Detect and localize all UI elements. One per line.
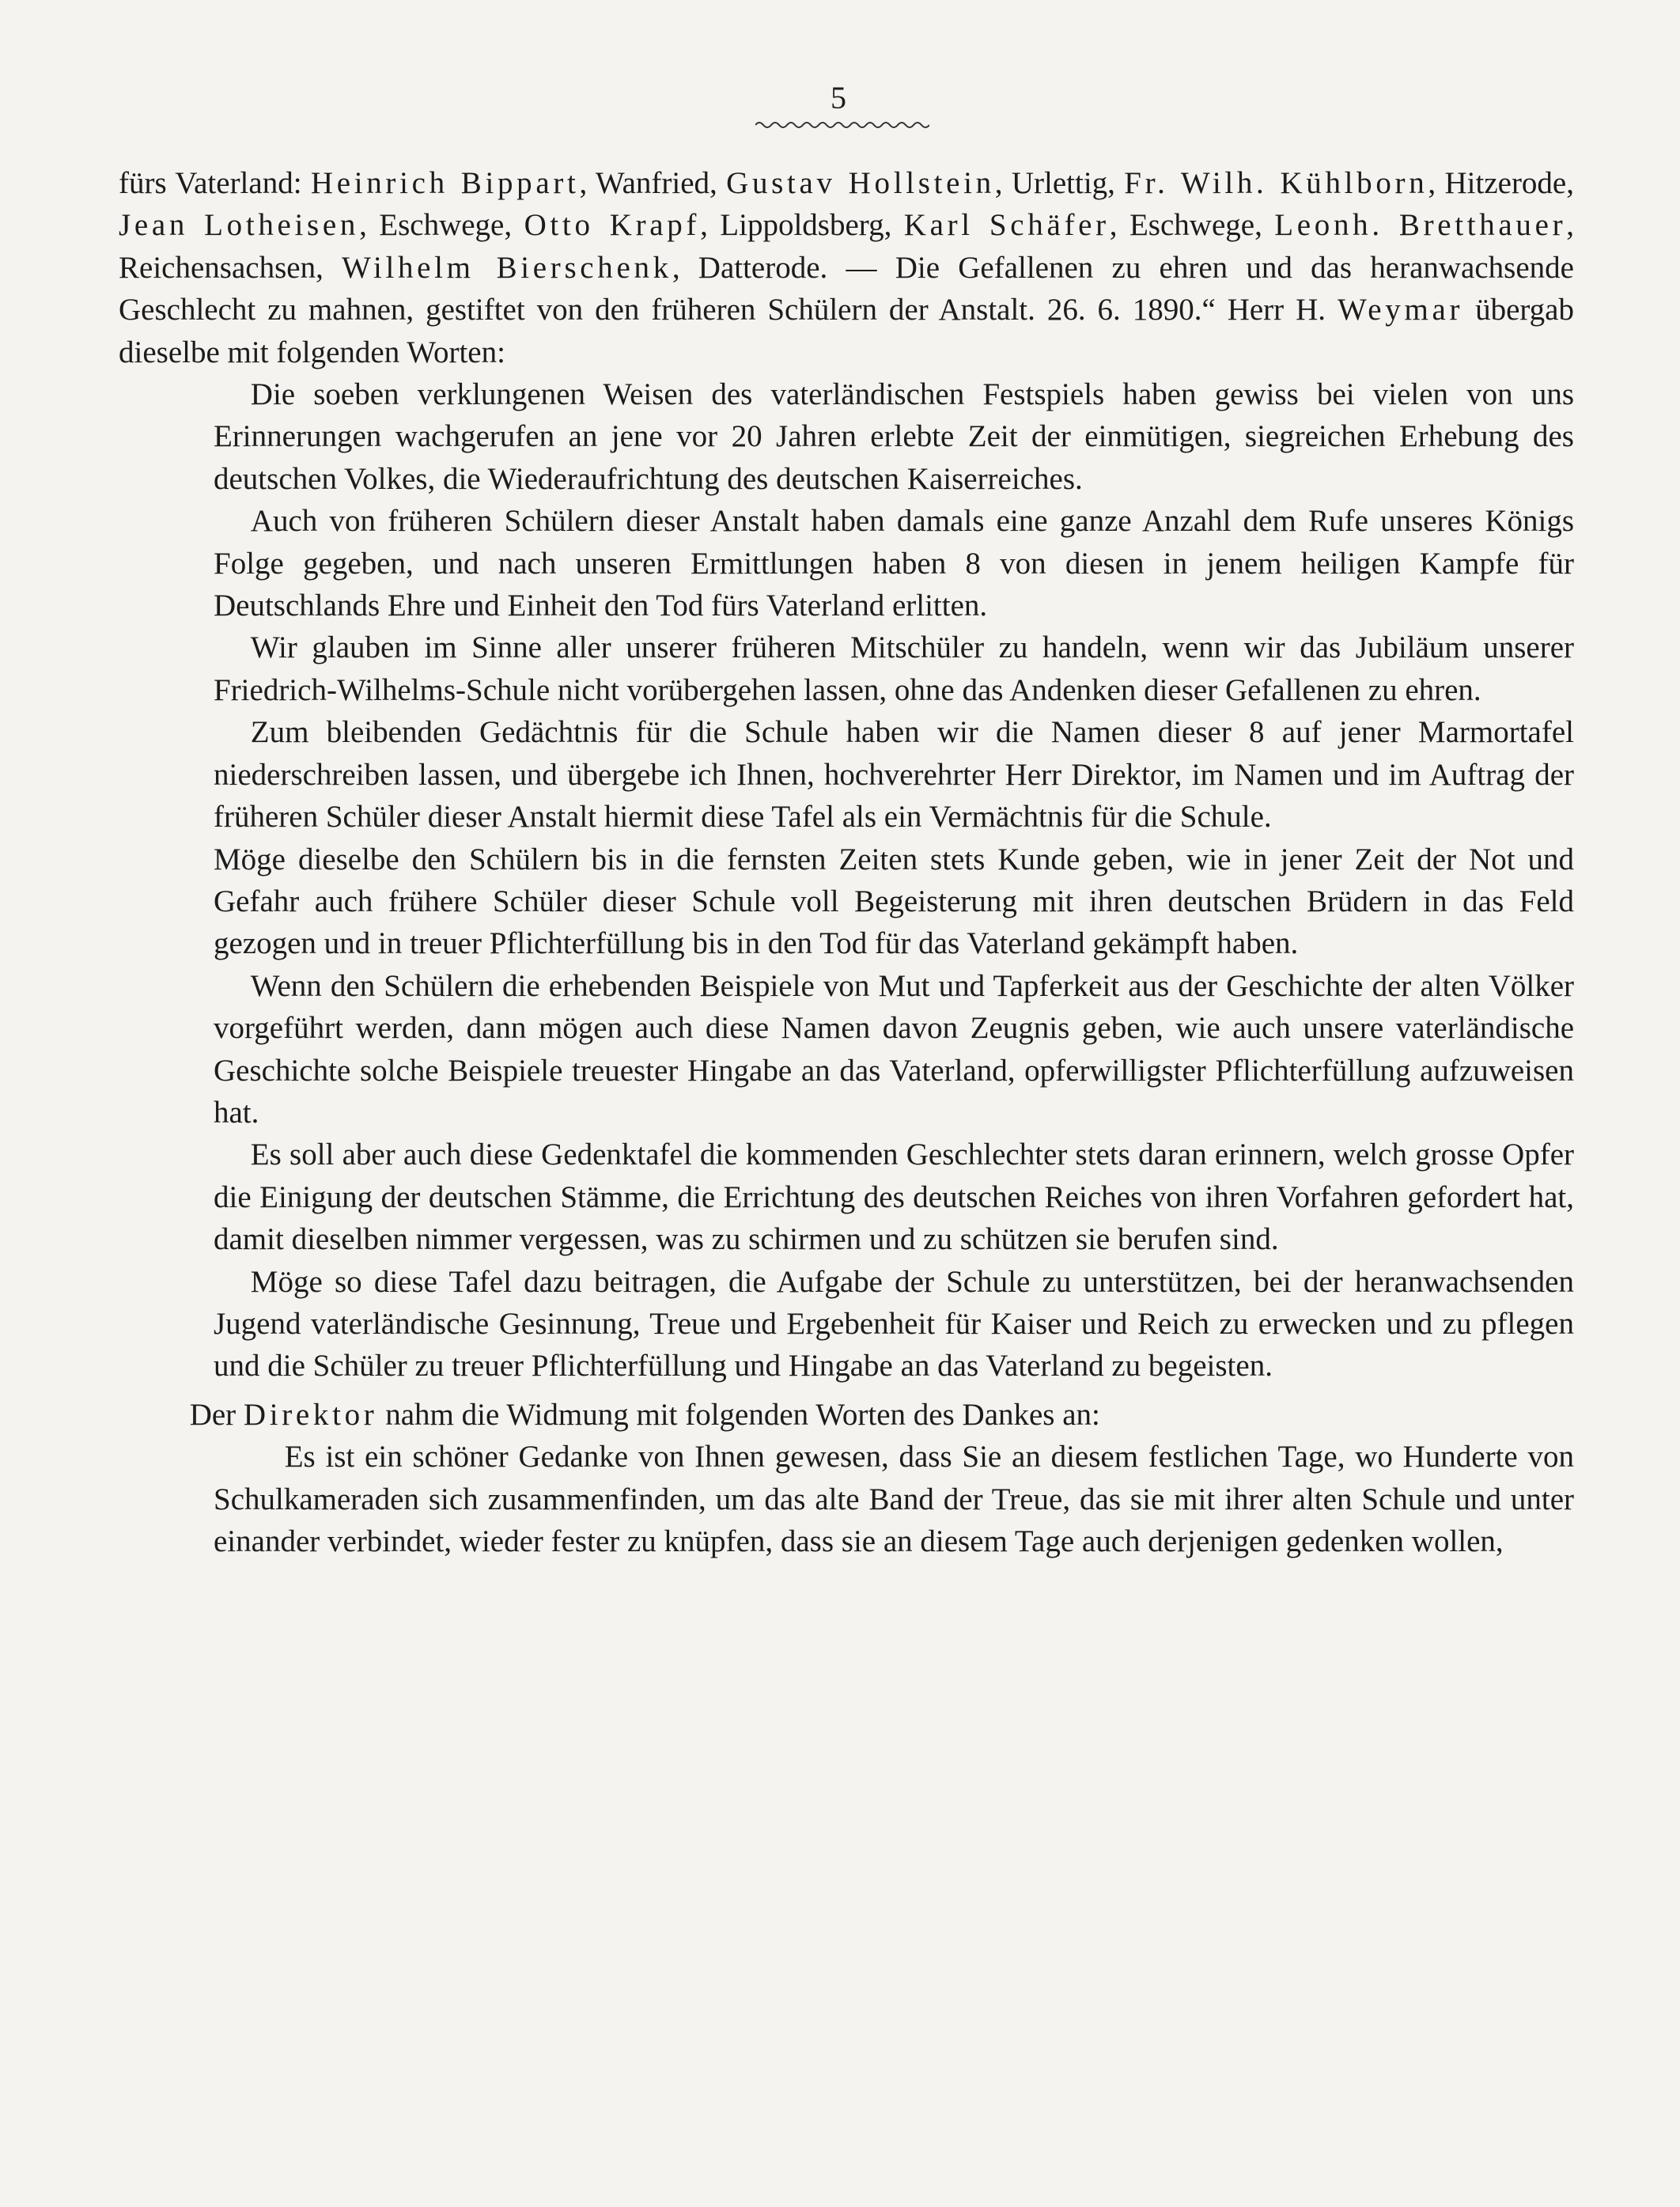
speech-paragraph: Möge so diese Tafel dazu beitragen, die Aufgabe der Schule zu unterstützen, bei der heranwachsenden Jugend vaterländische Gesinnung, Treue und Ergebenheit für Kaiser und Reich zu erwecken und zu pflegen und die Schüler zu treuer Pflichterfüllung und Hingabe an das Vaterland zu begeisten. (214, 1264, 1574, 1384)
speech-paragraph: Möge dieselbe den Schülern bis in die fernsten Zeiten stets Kunde geben, wie in jener Zeit der Not und Gefahr auch frühere Schüler dieser Schule voll Begeisterung mit ihren deutschen Brüdern in das Feld gezogen und in treuer Pflichterfüllung bis in den Tod für das Vaterland gekämpft haben. (214, 842, 1574, 961)
speech-paragraph: Die soeben verklungenen Weisen des vaterländischen Festspiels haben gewiss bei vielen von uns Erinnerungen wachgerufen an jene vor 20 Jahren erlebte Zeit der einmütigen, siegreichen Erhebung des deutschen Volkes, die Wiederaufrichtung des deutschen Kaiserreiches. (214, 377, 1574, 496)
direktor-label: Direktor (243, 1397, 378, 1432)
page-number: 5 (831, 80, 846, 115)
fallen-name: Heinrich Bippart (310, 166, 580, 200)
fallen-name: Leonh. Bretthauer (1274, 208, 1567, 243)
fallen-name: Wilhelm Bierschenk (342, 250, 672, 285)
wavy-ornament (755, 117, 929, 133)
fallen-name: Jean Lotheisen (119, 208, 360, 243)
fallen-name: Gustav Hollstein (726, 166, 995, 200)
speaker-name: Weymar (1337, 293, 1464, 327)
speech-paragraph: Wenn den Schülern die erhebenden Beispiele von Mut und Tapferkeit aus der Geschichte der alten Völker vorgeführt werden, dann mögen auch diese Namen davon Zeugnis geben, wie auch unsere vaterländische Geschichte solche Beispiele treuester Hingabe an das Vaterland, opferwilligster Pflichterfüllung aufzuweisen hat. (214, 968, 1574, 1130)
speech-paragraph: Zum bleibenden Gedächtnis für die Schule haben wir die Namen dieser 8 auf jener Marmortafel niederschreiben lassen, und übergebe ich Ihnen, hochverehrter Herr Direktor, im Namen und im Auftrag der früheren Schüler dieser Anstalt hiermit diese Tafel als ein Vermächtnis für die Schule. (214, 715, 1574, 835)
fallen-name: Fr. Wilh. Kühlborn (1124, 166, 1428, 200)
direktor-speech-paragraph: Es ist ein schöner Gedanke von Ihnen gewesen, dass Sie an diesem festlichen Tage, wo Hunderte von Schulkameraden sich zusammenfinden, um das alte Band der Treue, das sie mit ihrer alten Schule und unter einander verbindet, wieder fester zu knüpfen, dass sie an diesem Tage auch derjenigen gedenken wollen, (214, 1440, 1574, 1558)
fallen-name: Karl Schäfer (903, 208, 1110, 243)
direktor-intro: Der Direktor nahm die Widmung mit folgenden Worten des Dankes an: (189, 1397, 1100, 1432)
speech-paragraph: Auch von früheren Schülern dieser Anstalt haben damals eine ganze Anzahl dem Rufe unseres Königs Folge gegeben, und nach unseren Ermittlungen haben 8 von diesen in jenem heiligen Kampfe für Deutschlands Ehre und Einheit den Tod fürs Vaterland erlitten. (214, 504, 1574, 623)
opening-paragraph: fürs Vaterland: Heinrich Bippart, Wanfried, Gustav Hollstein, Urlettig, Fr. Wilh. Kühlborn, Hitzerode, Jean Lotheisen, Eschwege, Otto Krapf, Lippoldsberg, Karl Schäfer, Eschwege, Leonh. Bretthauer, Reichensachsen, Wilhelm Bierschenk, Datterode. — Die Gefallenen zu ehren und das heranwachsende Geschlecht zu mahnen, gestiftet von den früheren Schülern der Anstalt. 26. 6. 1890.“ Herr H. Weymar übergab dieselbe mit folgenden Worten: (119, 166, 1575, 369)
speech-paragraph: Es soll aber auch diese Gedenktafel die kommenden Geschlechter stets daran erinnern, welch grosse Opfer die Einigung der deutschen Stämme, die Errichtung des deutschen Reiches von ihren Vorfahren gefordert hat, damit dieselben nimmer vergessen, was zu schirmen und zu schützen sie berufen sind. (214, 1138, 1574, 1257)
speech-paragraph: Wir glauben im Sinne aller unserer früheren Mitschüler zu handeln, wenn wir das Jubiläum unserer Friedrich-Wilhelms-Schule nicht vorübergehen lassen, ohne das Andenken dieser Gefallenen zu ehren. (214, 630, 1574, 707)
main-text (119, 162, 1574, 1562)
fallen-name: Otto Krapf (524, 208, 701, 243)
